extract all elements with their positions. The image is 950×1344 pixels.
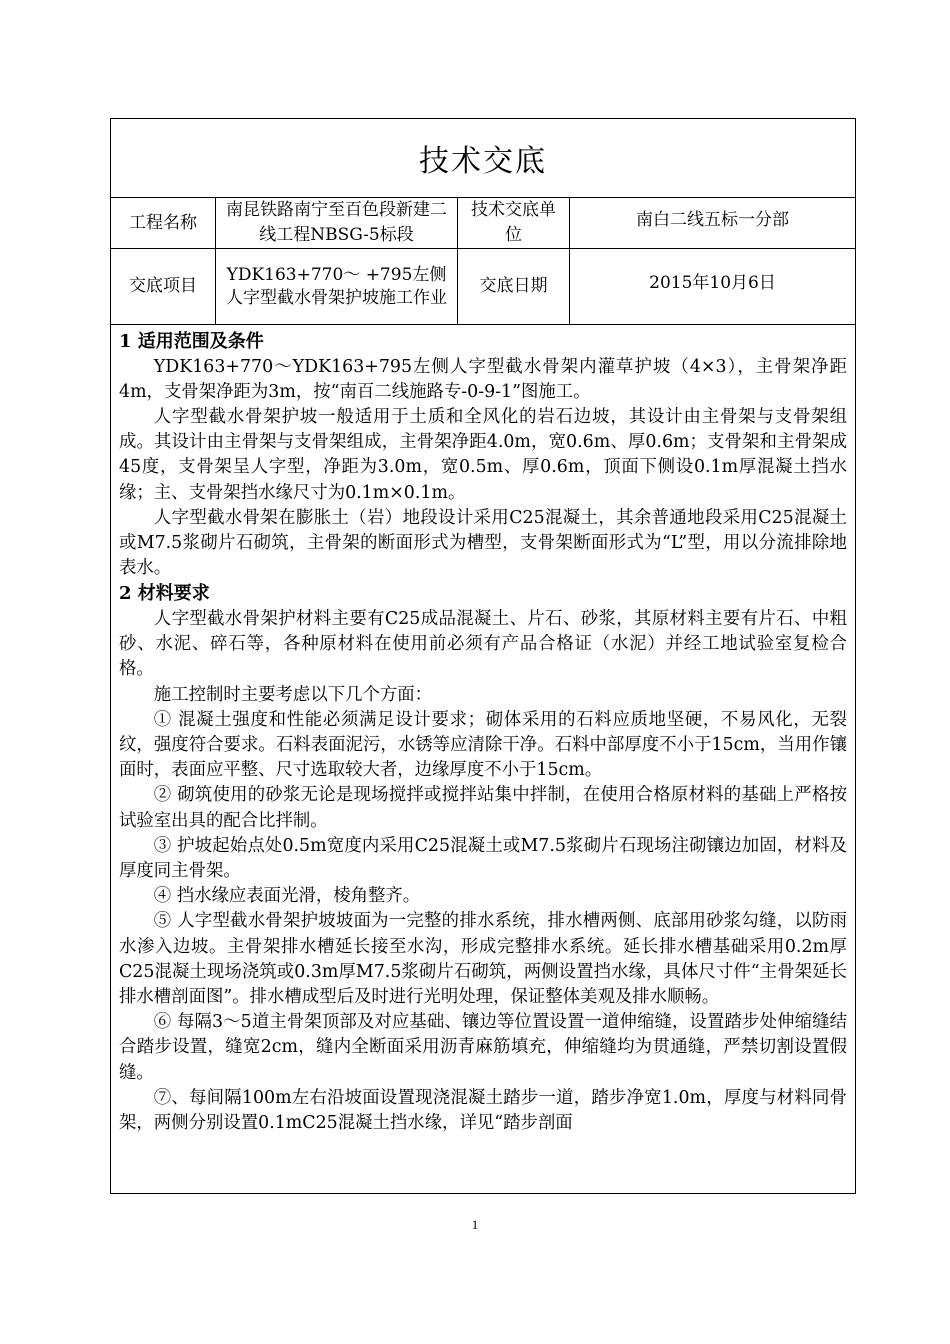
paragraph: 人字型截水骨架护坡一般适用于土质和全风化的岩石边坡，其设计由主骨架与支骨架组成。其设计由主骨架与支骨架组成，主骨架净距4.0m，宽0.6m、厚0.6m；支骨架和主骨架成45度，支骨架呈人字型，净距为3.0m，宽0.5m、厚0.6m，顶面下侧设0.1m厚混凝土挡水缘；主、支骨架挡水缘尺寸为0.1m×0.1m。 [119, 407, 847, 503]
paragraph: ④ 挡水缘应表面光滑，棱角整齐。 [153, 886, 421, 907]
item-label: 交底项目 [111, 249, 216, 324]
project-name-value: 南昆铁路南宁至百色段新建二线工程NBSG-5标段 [216, 198, 458, 248]
paragraph: ① 混凝土强度和性能必须满足设计要求；砌体采用的石料应质地坚硬，不易风化，无裂纹，强度符合要求。石料表面泥污，水锈等应清除干净。石料中部厚度不小于15cm，当用作镶面时，表面应平整、尺寸选取较大者，边缘厚度不小于15cm。 [119, 709, 847, 781]
paragraph: YDK163+770～YDK163+795左侧人字型截水骨架内灌草护坡（4×3），主骨架净距4m，支骨架净距为3m，按“南百二线施路专-0-9-1”图施工。 [119, 356, 847, 402]
header-row-item [111, 249, 855, 325]
document-body [111, 325, 855, 1136]
section-heading: 2 材料要求 [119, 583, 210, 605]
date-value: 2015年10月6日 [649, 273, 776, 293]
project-name-label: 工程名称 [111, 198, 216, 248]
paragraph: 人字型截水骨架在膨胀土（岩）地段设计采用C25混凝土，其余普通地段采用C25混凝土或M7.5浆砌片石砌筑，主骨架的断面形式为槽型，支骨架断面形式为“L”型，用以分流排除地表水。 [119, 507, 847, 579]
item-value: YDK163+770～ +795左侧人字型截水骨架护坡施工作业 [216, 249, 458, 324]
paragraph: 人字型截水骨架护材料主要有C25成品混凝土、片石、砂浆，其原材料主要有片石、中粗砂、水泥、碎石等，各种原材料在使用前必须有产品合格证（水泥）并经工地试验室复检合格。 [119, 609, 847, 680]
technical-disclosure-form [110, 118, 856, 1194]
header-row-project [111, 198, 855, 249]
paragraph: 施工控制时主要考虑以下几个方面： [153, 684, 433, 705]
document-title: 技术交底 [111, 119, 855, 198]
paragraph: ② 砌筑使用的砂浆无论是现场搅拌或搅拌站集中拌制，在使用合格原材料的基础上严格按试验室出具的配合比拌制。 [119, 785, 847, 831]
unit-label: 技术交底单位 [458, 198, 570, 248]
paragraph: ⑤ 人字型截水骨架护坡坡面为一完整的排水系统，排水槽两侧、底部用砂浆勾缝，以防雨水渗入边坡。主骨架排水槽延长接至水沟，形成完整排水系统。延长排水槽基础采用0.2m厚C25混凝土现场浇筑或0.3m厚M7.5浆砌片石砌筑，两侧设置挡水缘，具体尺寸件“主骨架延长排水槽剖面图”。排水槽成型后及时进行光明处理，保证整体美观及排水顺畅。 [119, 911, 847, 1008]
section-heading: 1 适用范围及条件 [119, 331, 264, 352]
date-label: 交底日期 [458, 249, 570, 324]
paragraph: ⑥ 每隔3～5道主骨架顶部及对应基础、镶边等位置设置一道伸缩缝，设置踏步处伸缩缝结合踏步设置，缝宽2cm，缝内全断面采用沥青麻筋填充，伸缩缝均为贯通缝，严禁切割设置假缝。 [119, 1012, 847, 1083]
paragraph: ⑦、每间隔100m左右沿坡面设置现浇混凝土踏步一道，踏步净宽1.0m，厚度与材料同骨架，两侧分别设置0.1mC25混凝土挡水缘，详见“踏步剖面 [119, 1087, 847, 1134]
unit-value: 南白二线五标一分部 [636, 210, 789, 230]
page-number: 1 [471, 1217, 479, 1232]
paragraph: ③ 护坡起始点处0.5m宽度内采用C25混凝土或M7.5浆砌片石现场注砌镶边加固，材料及厚度同主骨架。 [119, 835, 847, 882]
